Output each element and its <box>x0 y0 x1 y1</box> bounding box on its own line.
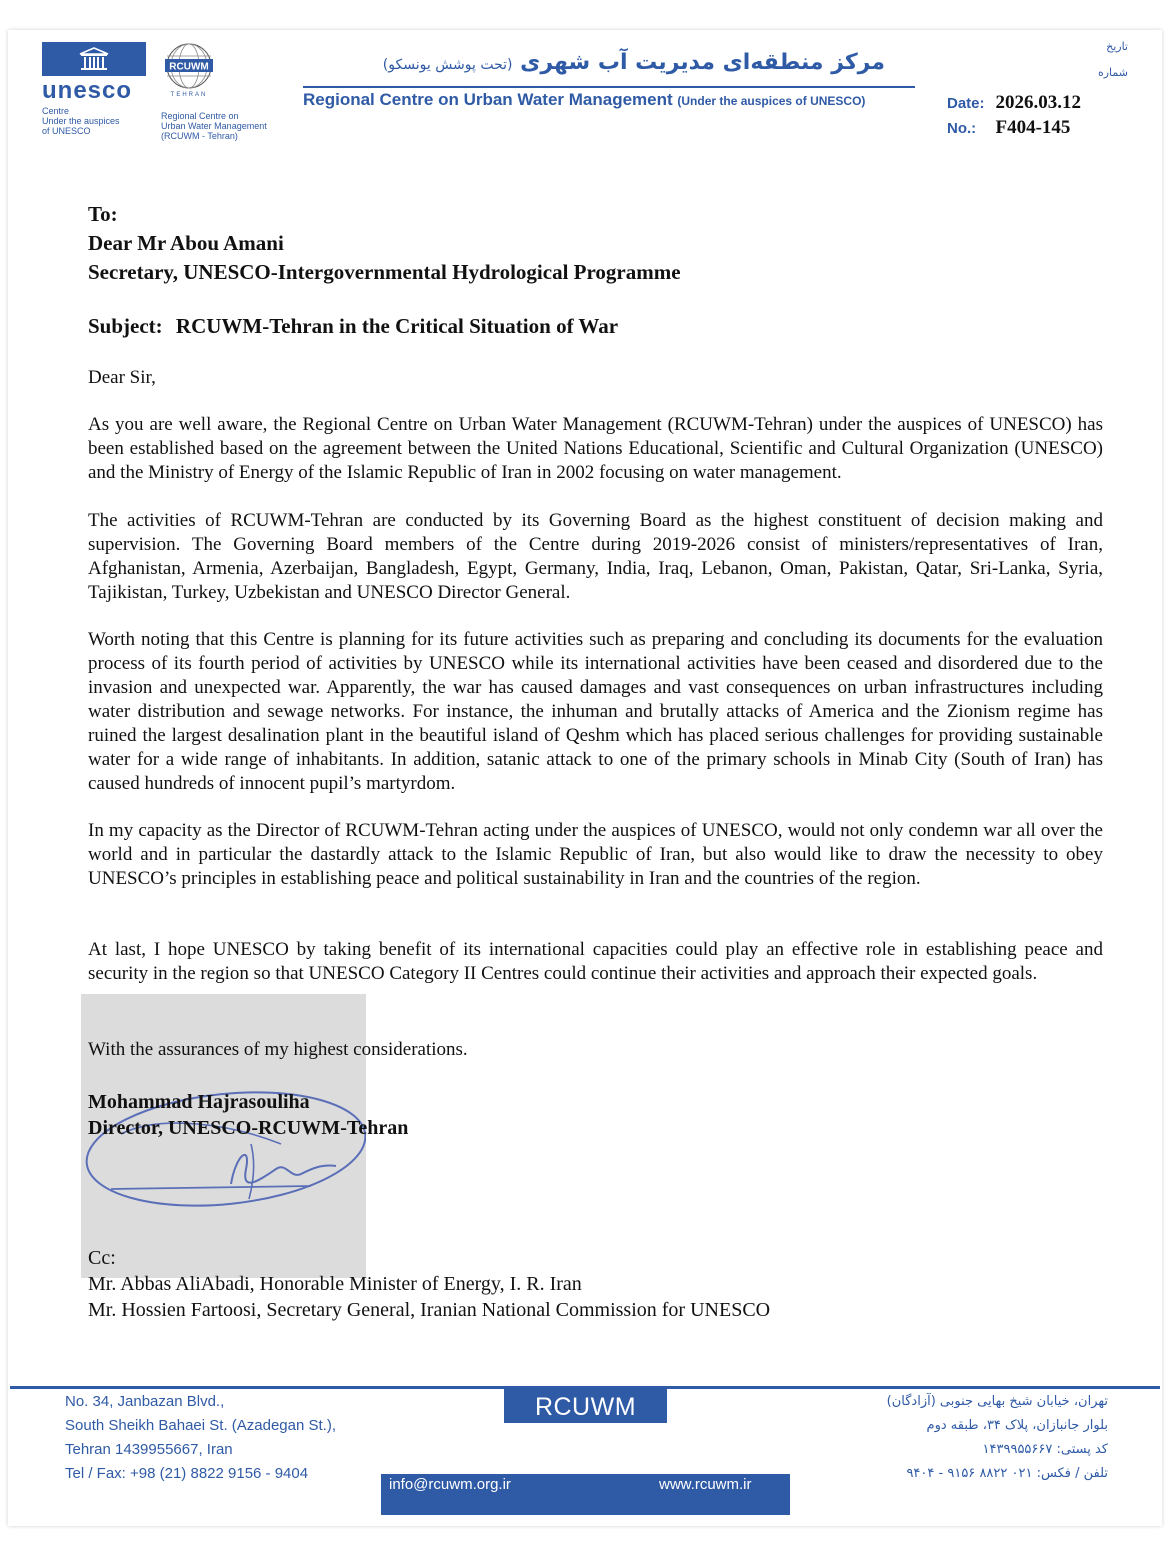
paragraph: Worth noting that this Centre is planning for its future activities such as preparing and concluding its documents for the evaluation process of its fourth period of activities by UNESCO while its international activities have been ceased and disordered due to the invasion and unexpected war. Apparently, the war has caused damages and vast consequences on urban infrastructures including water distribution and sewage networks. For instance, the inhuman and brutally attacks of America and the Zionism regime has ruined the largest desalination plant in the beautiful island of Qeshm which has placed serious challenges for providing sustainable water for a wide range of inhabitants. In addition, satanic attack to one of the primary schools in Minab City (South of Iran) has caused hundreds of innocent pupil’s martyrdom. <box>88 629 1103 794</box>
rcuwm-caption-line: (RCUWM - Tehran) <box>161 131 238 141</box>
cc-recipient: Mr. Hossien Fartoosi, Secretary General, Iranian National Commission for UNESCO <box>88 1299 771 1321</box>
paragraph: At last, I hope UNESCO by taking benefit of its international capacities could play an effective role in establishing peace and security in the region so that UNESCO Category II Centres could continue their activities and approach their expected goals. <box>88 939 1103 984</box>
closing-line: With the assurances of my highest considerations. <box>88 1039 468 1060</box>
paragraph: The activities of RCUWM-Tehran are conducted by its Governing Board as the highest constituent of decision making and supervision. The Governing Board members of the Centre during 2019-2026 consist of ministers/representatives of Iran, Afghanistan, Armenia, Azerbaijan, Bangladesh, Egypt, Germany, India, Iraq, Lebanon, Oman, Pakistan, Qatar, Sri-Lanka, Syria, Tajikistan, Turkey, Uzbekistan and UNESCO Director General. <box>88 510 1103 603</box>
email-link[interactable]: info@rcuwm.org.ir <box>389 1476 511 1493</box>
salutation: Dear Sir, <box>88 367 156 388</box>
recipient-title: Secretary, UNESCO-Intergovernmental Hydrological Programme <box>88 260 681 284</box>
rcuwm-caption-line: Regional Centre on <box>161 111 239 121</box>
persian-title <box>303 48 915 80</box>
persian-title-main: مرکز منطقه‌ای مدیریت آب شهری <box>520 50 885 75</box>
rcuwm-logo-subtext: TEHRAN <box>170 92 208 98</box>
unesco-caption-line: Under the auspices <box>42 116 120 126</box>
footer-badge: RCUWM <box>504 1388 667 1423</box>
persian-number-label: شماره <box>1097 66 1128 79</box>
cc-recipient: Mr. Abbas AliAbadi, Honorable Minister of Energy, I. R. Iran <box>88 1273 582 1295</box>
title-divider <box>303 86 915 88</box>
to-label: To: <box>88 202 118 226</box>
subject-text: RCUWM-Tehran in the Critical Situation of War <box>175 314 619 338</box>
phone-line: تلفن / فکس: ۰۲۱ ۸۸۲۲ ۹۱۵۶ - ۹۴۰۴ <box>906 1466 1108 1481</box>
recipient-name: Dear Mr Abou Amani <box>88 231 284 255</box>
letter-number <box>947 117 1070 139</box>
signer-title: Director, UNESCO-RCUWM-Tehran <box>88 1117 409 1139</box>
address-line: No. 34, Janbazan Blvd., <box>65 1393 225 1410</box>
phone-line: Tel / Fax: +98 (21) 8822 9156 - 9404 <box>65 1465 309 1482</box>
date-label: Date: <box>947 95 985 112</box>
footer-address-fa <box>887 1390 1108 1486</box>
letter-date <box>947 92 1081 114</box>
letterhead-title <box>303 48 915 110</box>
address-line: South Sheikh Bahaei St. (Azadegan St.), <box>65 1417 337 1434</box>
address-line: Tehran 1439955667, Iran <box>65 1441 233 1458</box>
unesco-caption-line: Centre <box>42 106 70 116</box>
rcuwm-logo-text: RCUWM <box>169 61 209 73</box>
persian-date-label: تاریخ <box>1106 40 1128 53</box>
rcuwm-logo <box>161 42 291 141</box>
website-link[interactable]: www.rcuwm.ir <box>659 1476 752 1493</box>
rcuwm-caption <box>161 111 291 141</box>
subject-label: Subject: <box>88 314 163 338</box>
rcuwm-globe-icon <box>161 42 217 98</box>
recipient-block <box>88 200 1103 287</box>
cc-block <box>88 1245 1103 1323</box>
unesco-temple-icon <box>42 42 146 76</box>
address-line: تهران، خیابان شیخ بهایی جنوبی (آزادگان) <box>886 1394 1108 1409</box>
number-label: No.: <box>947 120 977 137</box>
rcuwm-caption-line: Urban Water Management <box>161 121 267 131</box>
english-title <box>303 90 915 110</box>
number-value: F404-145 <box>995 117 1071 138</box>
paragraph: In my capacity as the Director of RCUWM-Tehran acting under the auspices of UNESCO, would not only condemn war all over the world and in particular the dastardly attack to the Islamic Republic of Iran, but also would like to draw the necessity to obey UNESCO’s principles in establishing peace and political sustainability in Iran and the countries of the region. <box>88 820 1103 889</box>
english-title-main: Regional Centre on Urban Water Management <box>303 90 673 109</box>
address-line: بلوار جانبازان، پلاک ۳۴، طبقه دوم <box>926 1418 1108 1433</box>
footer-contact-bar <box>381 1474 790 1515</box>
footer-address-en <box>65 1390 336 1486</box>
persian-title-sub: (تحت پوشش یونسکو) <box>382 57 513 73</box>
unesco-wordmark: unesco <box>42 77 133 104</box>
unesco-caption <box>42 106 148 136</box>
signer-block <box>88 1089 1103 1141</box>
unesco-caption-line: of UNESCO <box>42 126 91 136</box>
address-line: کد پستی: ۱۴۳۹۹۵۵۶۶۷ <box>982 1442 1108 1457</box>
english-title-sub: (Under the auspices of UNESCO) <box>677 94 866 108</box>
unesco-logo <box>42 42 148 136</box>
date-value: 2026.03.12 <box>995 92 1081 113</box>
subject-line <box>88 314 1103 338</box>
paragraph: As you are well aware, the Regional Centre on Urban Water Management (RCUWM-Tehran) under the auspices of UNESCO) has been established based on the agreement between the United Nations Educational, Scientific and Cultural Organization (UNESCO) and the Ministry of Energy of the Islamic Republic of Iran in 2002 focusing on water management. <box>88 414 1103 483</box>
signer-name: Mohammad Hajrasouliha <box>88 1091 310 1113</box>
cc-label: Cc: <box>88 1247 116 1269</box>
